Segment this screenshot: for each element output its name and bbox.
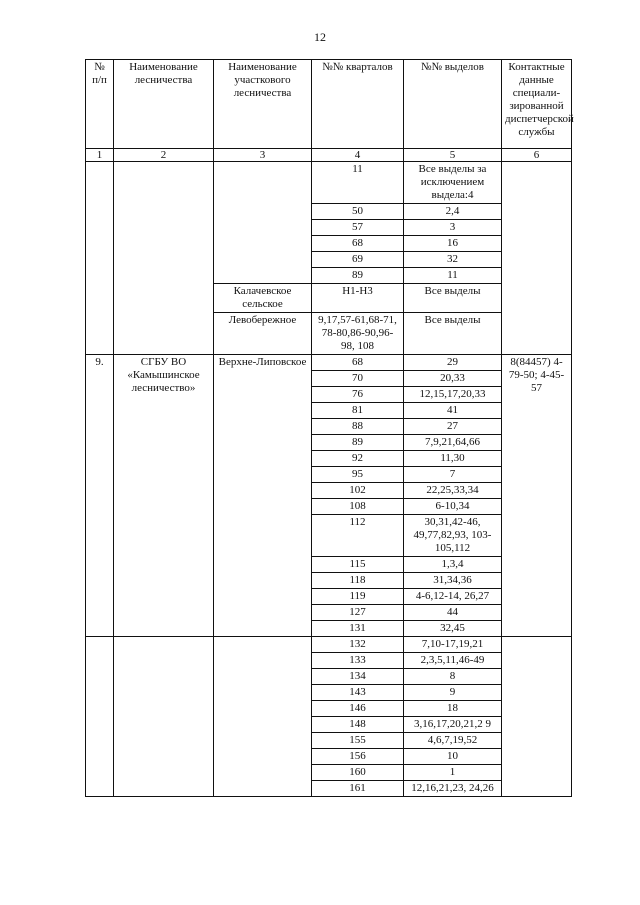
- plots-cell: 11: [404, 268, 502, 284]
- quarter-cell: 102: [312, 483, 404, 499]
- header-quarters: №№ кварталов: [312, 60, 404, 149]
- plots-cell: 16: [404, 236, 502, 252]
- quarter-cell: 131: [312, 621, 404, 637]
- quarter-cell: 108: [312, 499, 404, 515]
- column-number: 2: [114, 149, 214, 162]
- quarter-cell: 11: [312, 162, 404, 204]
- plots-cell: 2,3,5,11,46-49: [404, 653, 502, 669]
- header-plots: №№ выделов: [404, 60, 502, 149]
- page-number: 12: [314, 30, 326, 44]
- plots-cell: 11,30: [404, 451, 502, 467]
- plots-cell: 32: [404, 252, 502, 268]
- quarter-cell: 161: [312, 781, 404, 797]
- quarter-cell: 143: [312, 685, 404, 701]
- quarter-cell: 118: [312, 573, 404, 589]
- contact-cell: 8(84457) 4-79-50; 4-45-57: [502, 355, 572, 637]
- forestry-cell: [114, 162, 214, 355]
- plots-cell: 41: [404, 403, 502, 419]
- plots-cell: 8: [404, 669, 502, 685]
- forestry-cell: СГБУ ВО «Камышинское лесничество»: [114, 355, 214, 637]
- plots-cell: 31,34,36: [404, 573, 502, 589]
- plots-cell: 27: [404, 419, 502, 435]
- quarter-cell: 88: [312, 419, 404, 435]
- quarter-cell: 89: [312, 268, 404, 284]
- quarter-cell: 133: [312, 653, 404, 669]
- quarter-cell: 70: [312, 371, 404, 387]
- contact-cell: [502, 162, 572, 355]
- quarter-cell: 57: [312, 220, 404, 236]
- plots-cell: Все выделы: [404, 284, 502, 313]
- num-cell: [86, 637, 114, 797]
- quarter-cell: 148: [312, 717, 404, 733]
- header-num: № п/п: [86, 60, 114, 149]
- plots-cell: 10: [404, 749, 502, 765]
- table-body: [86, 149, 572, 797]
- quarter-cell: 134: [312, 669, 404, 685]
- plots-cell: Все выделы: [404, 313, 502, 355]
- quarter-cell: 155: [312, 733, 404, 749]
- plots-cell: 1,3,4: [404, 557, 502, 573]
- plots-cell: 1: [404, 765, 502, 781]
- quarter-cell: 95: [312, 467, 404, 483]
- plots-cell: Все выделы за исключением выдела:4: [404, 162, 502, 204]
- quarter-cell: 132: [312, 637, 404, 653]
- plots-cell: 32,45: [404, 621, 502, 637]
- column-number: 5: [404, 149, 502, 162]
- district-cell: Левобережное: [214, 313, 312, 355]
- quarter-cell: Н1-Н3: [312, 284, 404, 313]
- plots-cell: 20,33: [404, 371, 502, 387]
- column-number: 3: [214, 149, 312, 162]
- column-number-row: [86, 149, 572, 162]
- plots-cell: 44: [404, 605, 502, 621]
- column-number: 1: [86, 149, 114, 162]
- num-cell: [86, 162, 114, 355]
- table-header: [86, 60, 572, 149]
- plots-cell: 12,15,17,20,33: [404, 387, 502, 403]
- table-row: [86, 637, 572, 653]
- plots-cell: 6-10,34: [404, 499, 502, 515]
- district-cell: [214, 637, 312, 797]
- contact-cell: [502, 637, 572, 797]
- header-district: Наименование участкового лесничества: [214, 60, 312, 149]
- plots-cell: 18: [404, 701, 502, 717]
- district-cell: Верхне-Липовское: [214, 355, 312, 637]
- plots-cell: 7: [404, 467, 502, 483]
- plots-cell: 9: [404, 685, 502, 701]
- plots-cell: 4,6,7,19,52: [404, 733, 502, 749]
- forestry-cell: [114, 637, 214, 797]
- plots-cell: 12,16,21,23, 24,26: [404, 781, 502, 797]
- district-cell: Калачевское сельское: [214, 284, 312, 313]
- district-cell: [214, 162, 312, 284]
- header-contact: Контактные данные специали-зированной диспетчерской службы: [502, 60, 572, 149]
- plots-cell: 2,4: [404, 204, 502, 220]
- plots-cell: 22,25,33,34: [404, 483, 502, 499]
- quarter-cell: 119: [312, 589, 404, 605]
- quarter-cell: 127: [312, 605, 404, 621]
- column-number: 4: [312, 149, 404, 162]
- header-forestry: Наименование лесничества: [114, 60, 214, 149]
- plots-cell: 4-6,12-14, 26,27: [404, 589, 502, 605]
- plots-cell: 29: [404, 355, 502, 371]
- plots-cell: 3: [404, 220, 502, 236]
- quarter-cell: 69: [312, 252, 404, 268]
- quarter-cell: 112: [312, 515, 404, 557]
- quarter-cell: 89: [312, 435, 404, 451]
- quarter-cell: 76: [312, 387, 404, 403]
- quarter-cell: 50: [312, 204, 404, 220]
- quarter-cell: 146: [312, 701, 404, 717]
- quarter-cell: 81: [312, 403, 404, 419]
- plots-cell: 30,31,42-46, 49,77,82,93, 103-105,112: [404, 515, 502, 557]
- table-row: [86, 162, 572, 204]
- column-number: 6: [502, 149, 572, 162]
- quarter-cell: 160: [312, 765, 404, 781]
- quarter-cell: 68: [312, 236, 404, 252]
- quarter-cell: 156: [312, 749, 404, 765]
- quarter-cell: 115: [312, 557, 404, 573]
- quarter-cell: 92: [312, 451, 404, 467]
- num-cell: 9.: [86, 355, 114, 637]
- plots-cell: 7,9,21,64,66: [404, 435, 502, 451]
- quarter-cell: 68: [312, 355, 404, 371]
- table-row: [86, 355, 572, 371]
- forestry-table: [85, 59, 572, 797]
- quarter-cell: 9,17,57-61,68-71, 78-80,86-90,96-98, 108: [312, 313, 404, 355]
- plots-cell: 3,16,17,20,21,2 9: [404, 717, 502, 733]
- plots-cell: 7,10-17,19,21: [404, 637, 502, 653]
